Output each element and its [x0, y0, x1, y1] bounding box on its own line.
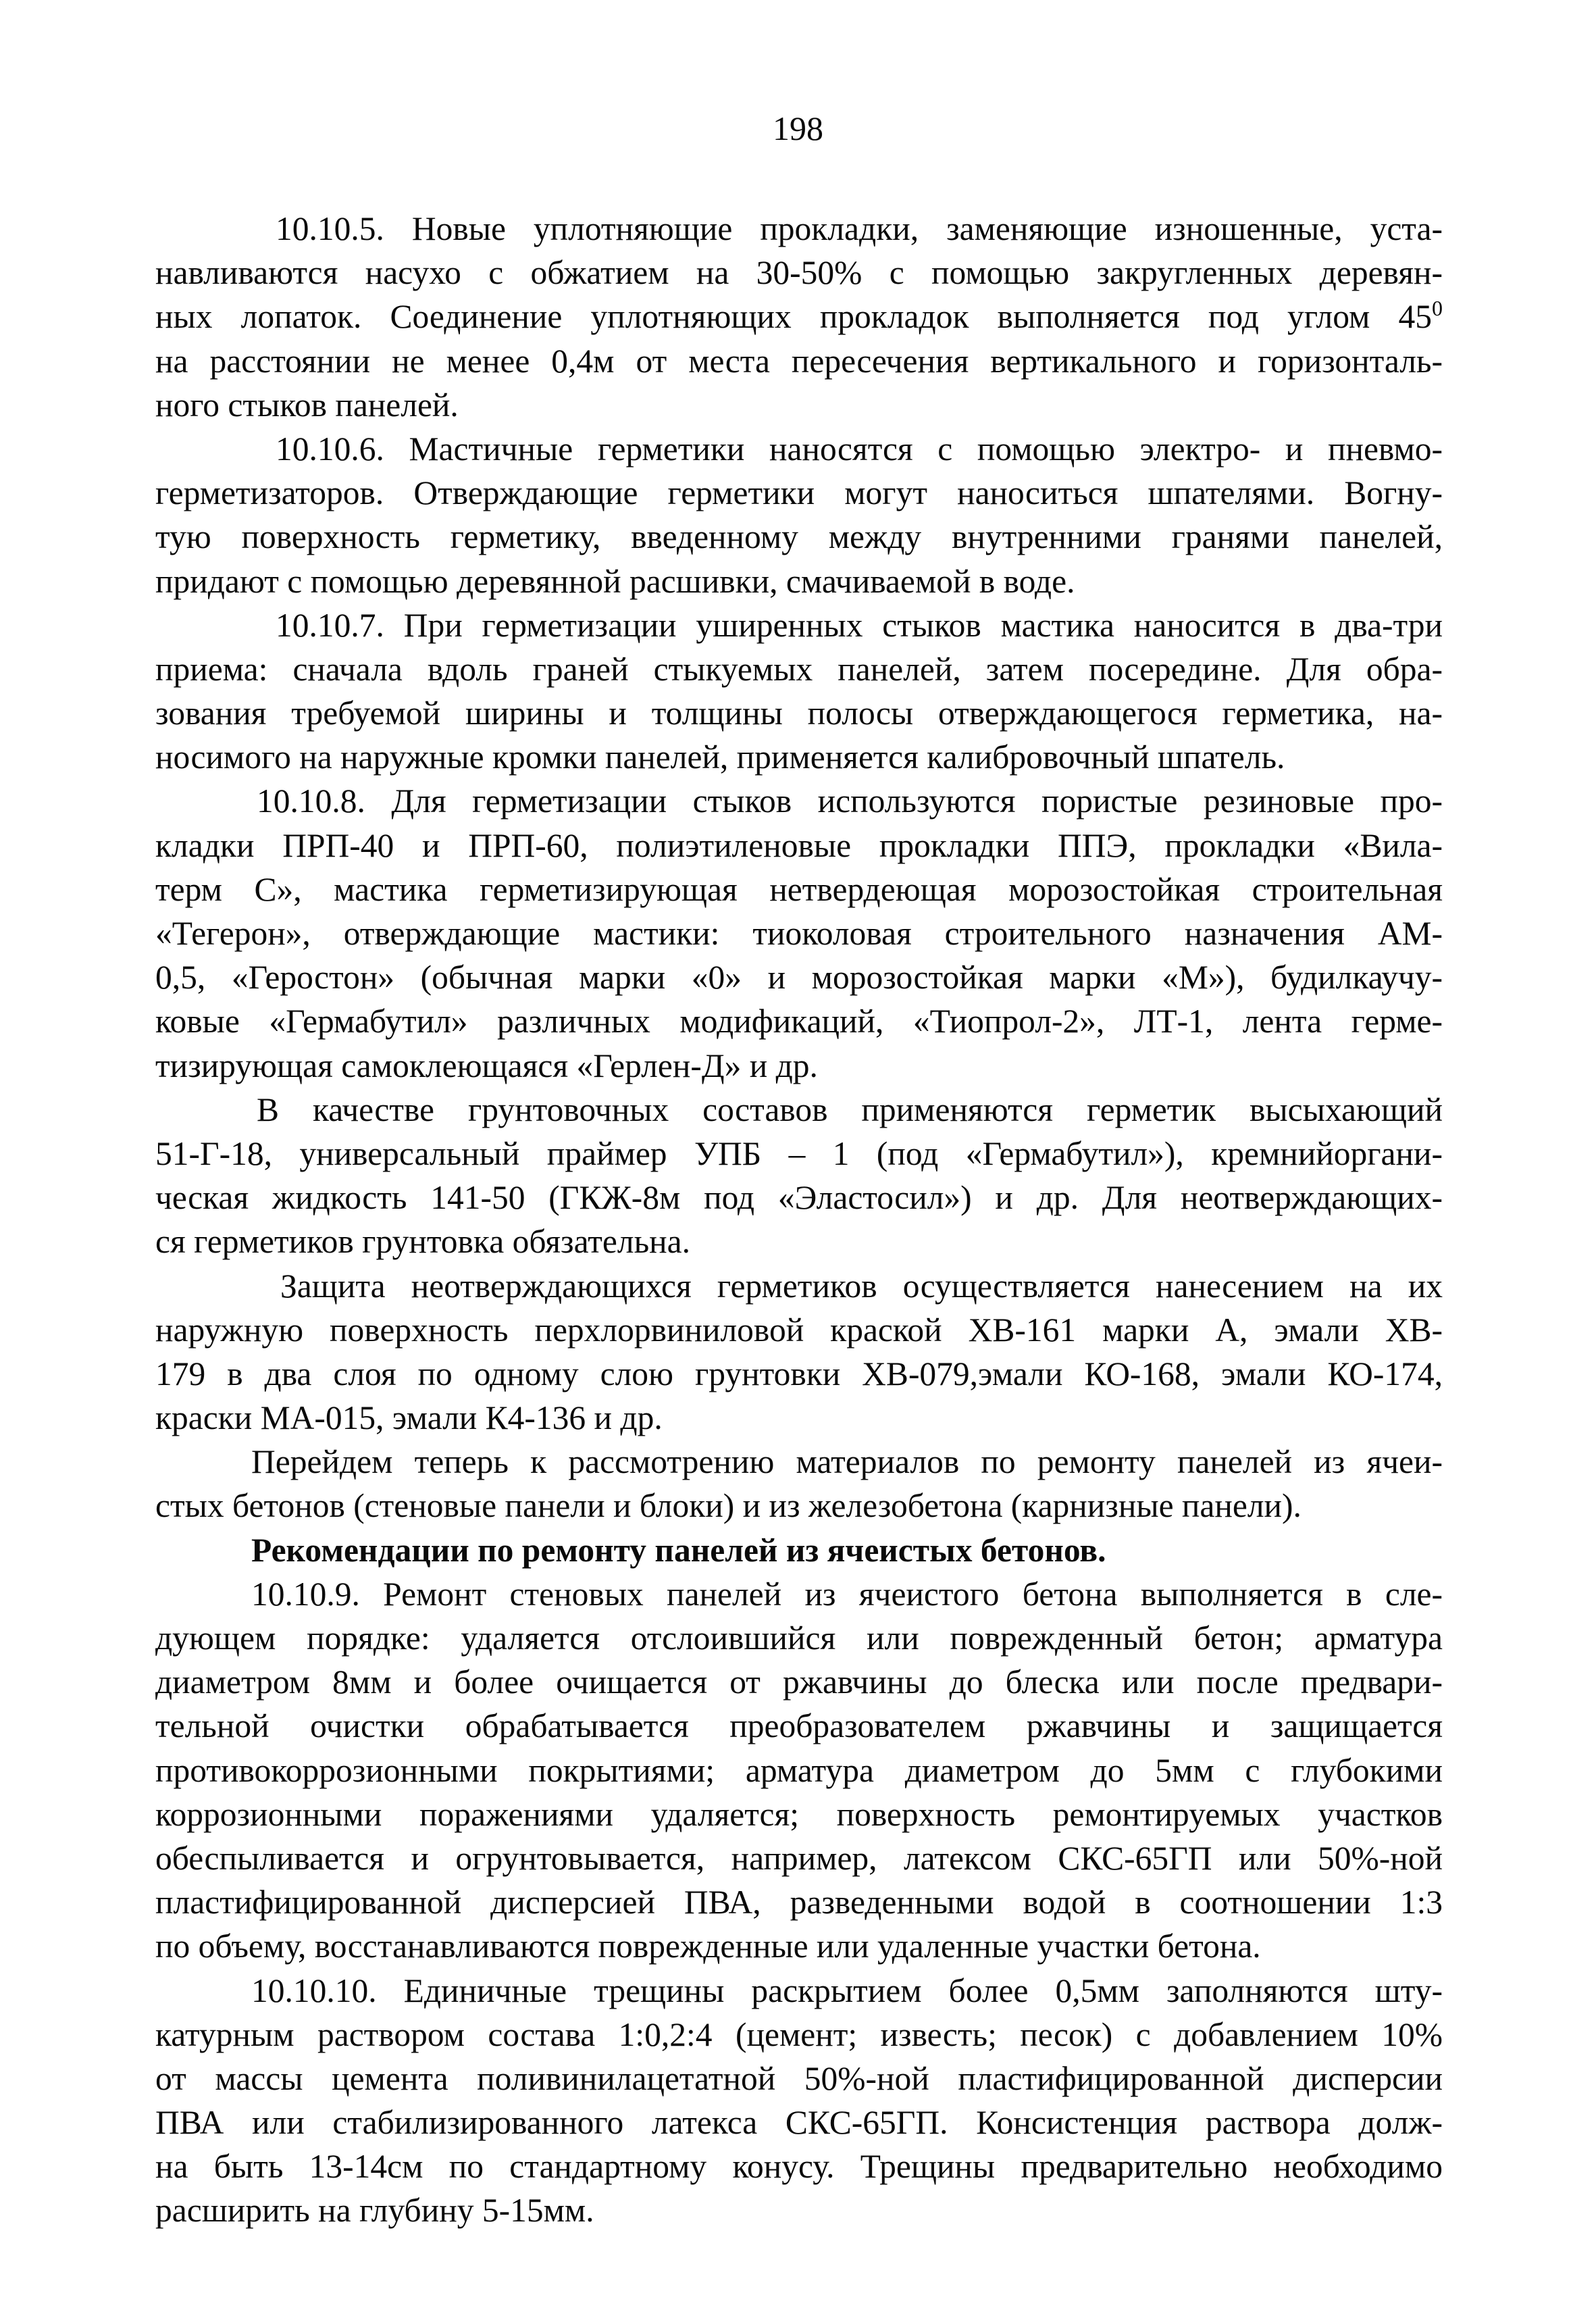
text-line: 10.10.5. Новые уплотняющие прокладки, заменяющие изношенные, уста-: [276, 210, 1443, 247]
text-line: ся герметиков грунтовка обязательна.: [155, 1223, 690, 1261]
text-line: 179 в два слоя по одному слою грунтовки ХВ-079,эмали КО-168, эмали КО-174,: [155, 1355, 1443, 1392]
text-line: расширить на глубину 5-15мм.: [155, 2192, 594, 2230]
text-line: катурным раствором состава 1:0,2:4 (цемент; известь; песок) с добавлением 10%: [155, 2015, 1443, 2053]
text-line: на быть 13-14см по стандартному конусу. Трещины предварительно необходимо: [155, 2148, 1443, 2186]
text-line: ПВА или стабилизированного латекса СКС-65ГП. Консистенция раствора долж-: [155, 2104, 1443, 2142]
text-line: ного стыков панелей.: [155, 386, 459, 424]
text-line: 51-Г-18, универсальный праймер УПБ – 1 (под «Гермабутил»), кремнийоргани-: [155, 1134, 1443, 1172]
text-line: тельной очистки обрабатывается преобразователем ржавчины и защищается: [155, 1707, 1443, 1745]
text-line: ных лопаток. Соединение уплотняющих прокладок выполняется под углом $45^0$: [155, 296, 1443, 336]
text-line: Защита неотверждающихся герметиков осуществляется нанесением на их: [280, 1267, 1443, 1305]
text-line: по объему, восстанавливаются поврежденные или удаленные участки бетона.: [155, 1928, 1261, 1965]
text-line: тую поверхность герметику, введенному между внутренними гранями панелей,: [155, 518, 1443, 556]
text-line: носимого на наружные кромки панелей, применяется калибровочный шпатель.: [155, 738, 1285, 776]
text-line: тизирующая самоклеющаяся «Герлен-Д» и др.: [155, 1047, 818, 1084]
body-text: [155, 207, 1443, 2233]
text-line: 10.10.8. Для герметизации стыков используются пористые резиновые про-: [257, 782, 1443, 820]
text-line: В качестве грунтовочных составов применяются герметик высыхающий: [257, 1090, 1443, 1128]
text-line: краски МА-015, эмали К4-136 и др.: [155, 1399, 663, 1437]
text-line: на расстоянии не менее 0,4м от места пересечения вертикального и горизонталь-: [155, 342, 1443, 380]
text-line: 10.10.7. При герметизации уширенных стыков мастика наносится в два-три: [276, 606, 1443, 644]
text-line: коррозионными поражениями удаляется; поверхность ремонтируемых участков: [155, 1795, 1443, 1833]
text-line: Перейдем теперь к рассмотрению материалов по ремонту панелей из ячеи-: [251, 1443, 1443, 1481]
text-line: зования требуемой ширины и толщины полосы отверждающегося герметика, на-: [155, 695, 1443, 732]
section-heading: Рекомендации по ремонту панелей из ячеистых бетонов.: [251, 1531, 1106, 1569]
text-line: терм С», мастика герметизирующая нетвердеющая морозостойкая строительная: [155, 870, 1443, 908]
text-line: обеспыливается и огрунтовывается, например, латексом СКС-65ГП или 50%-ной: [155, 1839, 1443, 1877]
text-line: 10.10.6. Мастичные герметики наносятся с помощью электро- и пневмо-: [276, 430, 1443, 468]
text-line: кладки ПРП-40 и ПРП-60, полиэтиленовые прокладки ППЭ, прокладки «Вила-: [155, 826, 1443, 864]
text-line: придают с помощью деревянной расшивки, смачиваемой в воде.: [155, 562, 1075, 600]
text-line: 10.10.10. Единичные трещины раскрытием более 0,5мм заполняются шту-: [251, 1971, 1443, 2009]
text-line: герметизаторов. Отверждающие герметики могут наноситься шпателями. Вогну-: [155, 474, 1443, 512]
text-line: пластифицированной дисперсией ПВА, разведенными водой в соотношении 1:3: [155, 1884, 1443, 1921]
text-line: ковые «Гермабутил» различных модификаций, «Тиопрол-2», ЛТ-1, лента герме-: [155, 1003, 1443, 1040]
text-line: наружную поверхность перхлорвиниловой краской ХВ-161 марки А, эмали ХВ-: [155, 1311, 1443, 1349]
page-number: 198: [773, 109, 823, 147]
text-line: 10.10.9. Ремонт стеновых панелей из ячеистого бетона выполняется в сле-: [251, 1575, 1443, 1613]
text-line: от массы цемента поливинилацетатной 50%-ной пластифицированной дисперсии: [155, 2059, 1443, 2097]
text-line: диаметром 8мм и более очищается от ржавчины до блеска или после предвари-: [155, 1663, 1443, 1701]
text-line: «Тегерон», отверждающие мастики: тиоколовая строительного назначения АМ-: [155, 915, 1443, 952]
text-line: навливаются насухо с обжатием на 30-50% с помощью закругленных деревян-: [155, 254, 1443, 292]
text-line: противокоррозионными покрытиями; арматура диаметром до 5мм с глубокими: [155, 1751, 1443, 1789]
text-line: 0,5, «Геростон» (обычная марки «0» и морозостойкая марки «М»), будилкаучу-: [155, 959, 1443, 997]
text-line: ческая жидкость 141-50 (ГКЖ-8м под «Эластосил») и др. Для неотверждающих-: [155, 1179, 1443, 1217]
text-line: дующем порядке: удаляется отслоившийся или поврежденный бетон; арматура: [155, 1619, 1443, 1657]
text-line: приема: сначала вдоль граней стыкуемых панелей, затем посередине. Для обра-: [155, 650, 1443, 688]
text-line: стых бетонов (стеновые панели и блоки) и из железобетона (карнизные панели).: [155, 1487, 1302, 1525]
